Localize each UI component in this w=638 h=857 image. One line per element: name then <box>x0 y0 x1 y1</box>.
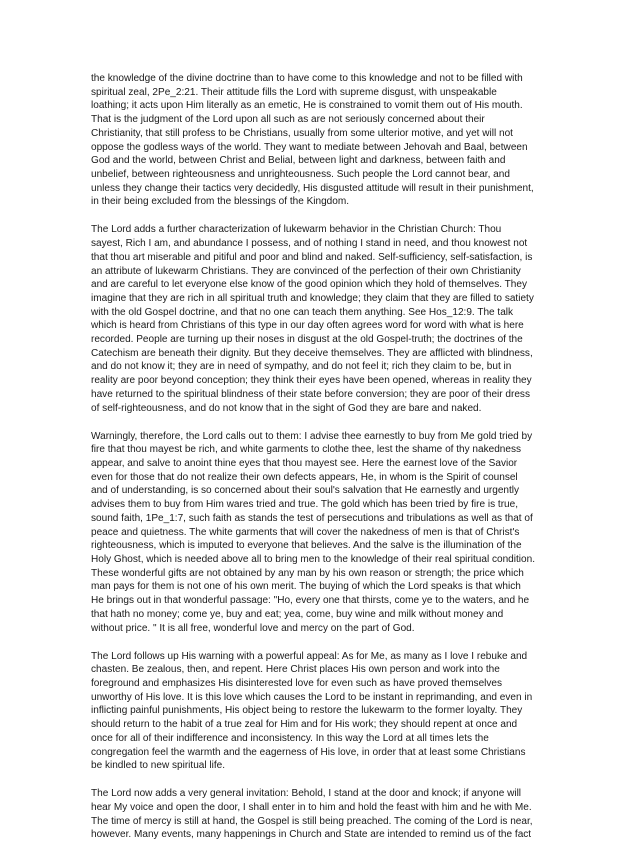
text-line: imagine that they are rich in all spiritual truth and knowledge; they claim that they are filled to satiety <box>91 292 534 304</box>
text-line: unworthy of His love. It is this love which causes the Lord to be instant in reprimanding, and even in <box>91 691 533 703</box>
text-line: the knowledge of the divine doctrine than to have come to this knowledge and not to be filled with <box>91 73 523 84</box>
text-line: The Lord now adds a very general invitation: Behold, I stand at the door and knock; if anyone will <box>91 788 522 800</box>
text-line: Catechism are beneath their dignity. But they deceive themselves. They are afflicted with blindness, <box>91 347 533 359</box>
text-line: The time of mercy is still at hand, the Gospel is still being preached. The coming of the Lord is near, <box>91 815 533 827</box>
text-line: be kindled to new spiritual life. <box>91 760 226 772</box>
text-line: loathing; it acts upon Him literally as an emetic, He is constrained to vomit them out of His mouth. <box>91 100 523 112</box>
text-line: with the old Gospel doctrine, and that no one can teach them anything. See Hos_12:9. The talk <box>91 306 514 318</box>
text-line: advises them to buy from Him wares tried and true. The gold which has been tried by fire is true, <box>91 499 519 511</box>
text-line: He brings out in that wonderful passage: "Ho, every one that thirsts, come ye to the waters, and he <box>91 595 530 607</box>
text-line: have returned to the spiritual blindness of their state before conversion; they are poor of their dress <box>91 388 530 400</box>
text-line: The Lord adds a further characterization of lukewarm behavior in the Christian Church: Thou <box>91 224 502 236</box>
text-line: peace and quietness. The white garments that will cover the nakedness of men is that of Christ's <box>91 526 520 538</box>
text-line: and of understanding, is so concerned about their soul's salvation that He earnestly and urgently <box>91 485 520 497</box>
text-line: sayest, Rich I am, and abundance I possess, and of nothing I stand in need, and thou knowest not <box>91 238 528 250</box>
text-line: appear, and salve to anoint thine eyes that thou mayest see. Here the earnest love of the Savior <box>91 458 518 470</box>
text-line: however. Many events, many happenings in Church and State are intended to remind us of the fact <box>91 829 532 841</box>
text-line: without price. " It is all free, wonderful love and mercy on the part of God. <box>91 622 415 634</box>
text-line: oppose the godless ways of the world. They want to mediate between Jehovah and Baal, between <box>91 141 528 153</box>
text-line: Holy Ghost, which is needed above all to bring men to the knowledge of their real spiritual condition. <box>91 553 535 565</box>
text-line: of self-righteousness, and do not know that in the sight of God they are bare and naked. <box>91 402 482 414</box>
text-line: righteousness, which is imputed to everyone that believes. And the salve is the illumination of the <box>91 540 522 552</box>
text-line: Christianity, that still profess to be Christians, usually from some ulterior motive, and yet will not <box>91 127 513 139</box>
paragraph-5 <box>91 787 547 842</box>
text-line: and are careful to let everyone else know of the good opinion which they hold of themselves. They <box>91 279 528 291</box>
text-line: in their being excluded from the blessings of the Kingdom. <box>91 196 350 208</box>
text-line: once for all of their indifference and inconsistency. In this way the Lord at all times lets the <box>91 732 489 744</box>
text-line: chasten. Be zealous, then, and repent. Here Christ places His own person and work into the <box>91 664 500 676</box>
paragraph-2 <box>91 223 547 415</box>
text-line: God and the world, between Christ and Belial, between light and darkness, between faith and <box>91 155 506 167</box>
text-line: unbelief, between righteousness and unrighteousness. Such people the Lord cannot bear, and <box>91 168 510 180</box>
paragraph-4 <box>91 650 547 773</box>
text-line: congregation feel the warmth and the eagerness of His love, in order that at least some Christians <box>91 746 526 758</box>
text-line: man pays for them is not one of his own merit. The buying of which the Lord speaks is that which <box>91 581 521 593</box>
text-line: hear My voice and open the door, I shall enter in to him and hold the feast with him and he with Me. <box>91 802 532 814</box>
text-line: which is heard from Christians of this type in our day often agrees word for word with what is here <box>91 320 524 332</box>
document-page <box>91 72 547 857</box>
text-line: an attribute of lukewarm Christians. They are convinced of the perfection of their own Christianity <box>91 265 521 277</box>
text-line: These wonderful gifts are not obtained by any man by his own reason or strength; the price which <box>91 567 524 579</box>
text-line: The Lord follows up His warning with a powerful appeal: As for Me, as many as I love I rebuke and <box>91 650 528 662</box>
paragraph-1 <box>91 72 547 209</box>
text-line: and do not know it; they are in need of sympathy, and do not feel it; rich they claim to be, but in <box>91 361 512 373</box>
text-line: That is the judgment of the Lord upon all such as are not seriously concerned about their <box>91 114 485 126</box>
text-line: Warningly, therefore, the Lord calls out to them: I advise thee earnestly to buy from Me gold tried by <box>91 430 533 442</box>
text-line: unless they change their tactics very decidedly, His disgusted attitude will result in their punishment, <box>91 182 534 194</box>
text-line: even for those that do not realize their own defects appears, He, in whom is the Spirit of counsel <box>91 471 518 483</box>
text-line: reality are poor beyond conception; they think their eyes have been opened, whereas in reality they <box>91 375 532 387</box>
text-line: should return to the habit of a true zeal for Him and for His work; they should repent at once and <box>91 719 518 731</box>
text-line: inflicting painful punishments, His object being to restore the lukewarm to the former loyalty. They <box>91 705 523 717</box>
text-line: fire that thou mayest be rich, and white garments to clothe thee, lest the shame of thy nakedness <box>91 444 522 456</box>
text-line: that thou art miserable and pitiful and poor and blind and naked. Self-sufficiency, self-satisfaction, is <box>91 251 533 263</box>
text-line: spiritual zeal, 2Pe_2:21. Their attitude fills the Lord with supreme disgust, with unspeakable <box>91 86 497 98</box>
text-line: foreground and emphasizes His disinterested love for even such as have proved themselves <box>91 678 503 689</box>
text-line: recorded. People are turning up their noses in disgust at the old Gospel-truth; the doctrines of the <box>91 334 523 346</box>
paragraph-3 <box>91 430 547 636</box>
text-line: that hath no money; come ye, buy and eat; yea, come, buy wine and milk without money and <box>91 608 504 620</box>
text-line: sound faith, 1Pe_1:7, such faith as stands the test of persecutions and tribulations as well as that of <box>91 512 533 524</box>
